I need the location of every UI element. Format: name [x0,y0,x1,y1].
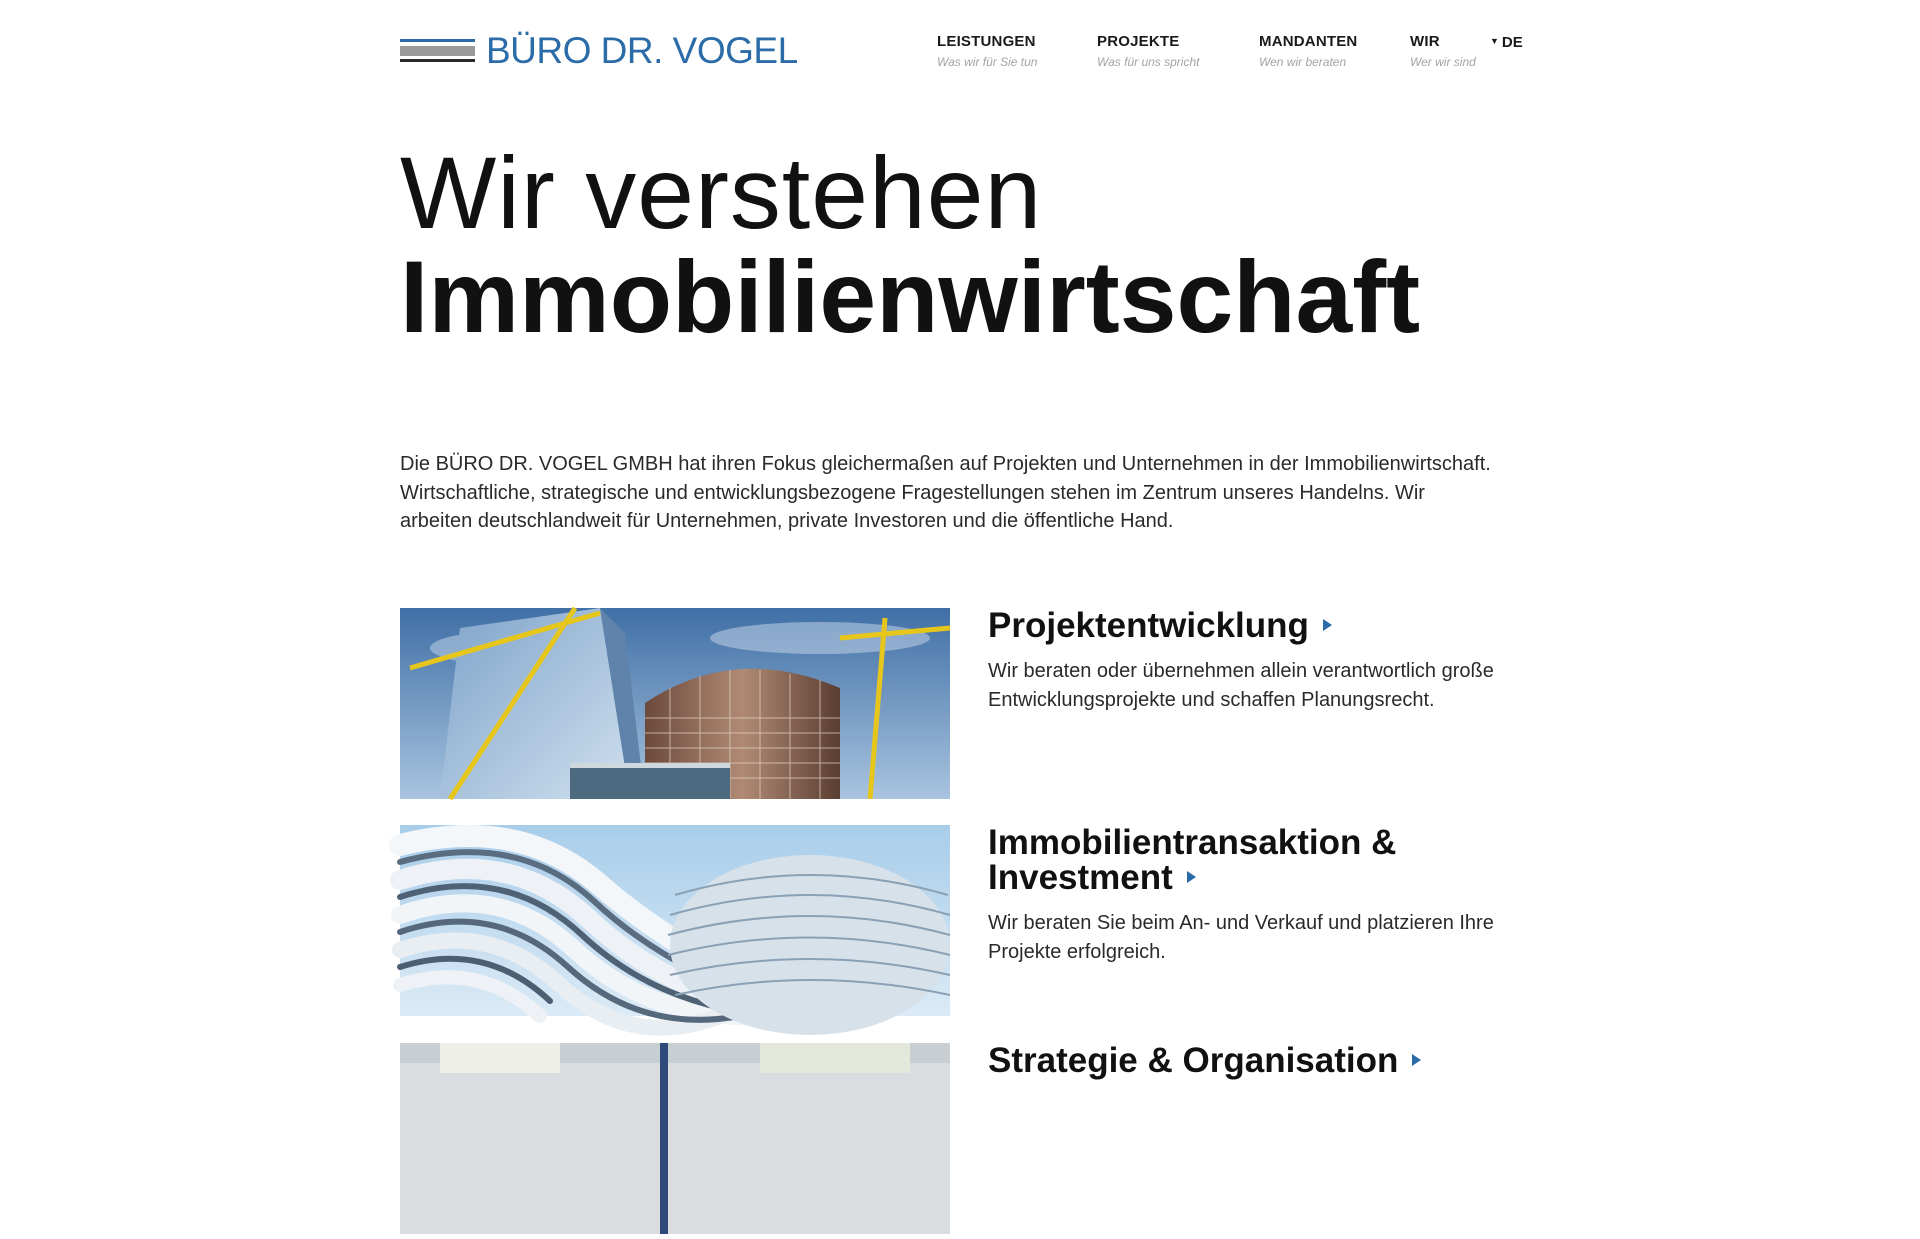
arrow-right-icon [1187,871,1196,883]
intro-text: Die BÜRO DR. VOGEL GMBH hat ihren Fokus gleichermaßen auf Projekten und Unternehmen in der Immobilienwirtschaft. Wirtschaftliche, strategische und entwicklungsbezogene Fragestellungen stehen im Zentrum unseres Handelns. Wir arbeiten deutschlandweit für Unternehmen, private Investoren und die öffentliche Hand. [400,453,1491,532]
nav-item-subtitle: Was für uns spricht [1097,55,1200,69]
caret-down-icon: ▼ [1490,36,1499,46]
service-title: Immobilientransaktion & Investment [988,823,1397,897]
nav-item-mandanten[interactable] [1259,33,1357,69]
construction-image[interactable] [400,608,950,799]
arrow-right-icon [1323,619,1332,631]
service-description: Wir beraten Sie beim An- und Verkauf und platzieren Ihre Projekte erfolgreich. [988,912,1494,963]
service-text [988,825,1508,966]
nav-item-subtitle: Wen wir beraten [1259,55,1347,69]
service-title-link[interactable] [988,1043,1508,1078]
hero [400,136,1421,354]
service-text [988,1043,1508,1078]
nav-item-projekte[interactable] [1097,33,1199,69]
office-image[interactable] [400,1043,950,1234]
arrow-right-icon [1412,1054,1421,1066]
service-text [988,608,1508,714]
service-title-link[interactable] [988,608,1508,643]
logo-text: BÜRO DR. VOGEL [486,30,798,71]
nav-item-title: MANDANTEN [1259,33,1358,50]
hero-title-line2: Immobilienwirtschaft [400,240,1421,354]
nav-item-subtitle: Wer wir sind [1410,55,1476,69]
nav-item-title: LEISTUNGEN [937,33,1036,50]
service-title: Strategie & Organisation [988,1041,1399,1080]
logo-mark [400,36,475,66]
service-title-link[interactable] [988,825,1508,895]
modern-building-image[interactable] [400,825,950,1016]
service-description: Wir beraten oder übernehmen allein verantwortlich große Entwicklungsprojekte und schaffen Planungsrecht. [988,660,1494,711]
nav-item-leistungen[interactable] [937,33,1037,69]
nav-item-title: WIR [1410,33,1440,50]
nav-item-subtitle: Was wir für Sie tun [937,55,1038,69]
nav-item-wir[interactable] [1410,33,1476,69]
hero-title-line1: Wir verstehen [400,136,1043,250]
language-selector[interactable] [1490,34,1523,51]
nav-item-title: PROJEKTE [1097,33,1180,50]
service-title: Projektentwicklung [988,606,1309,645]
logo[interactable] [400,32,798,69]
language-label: DE [1501,34,1523,51]
